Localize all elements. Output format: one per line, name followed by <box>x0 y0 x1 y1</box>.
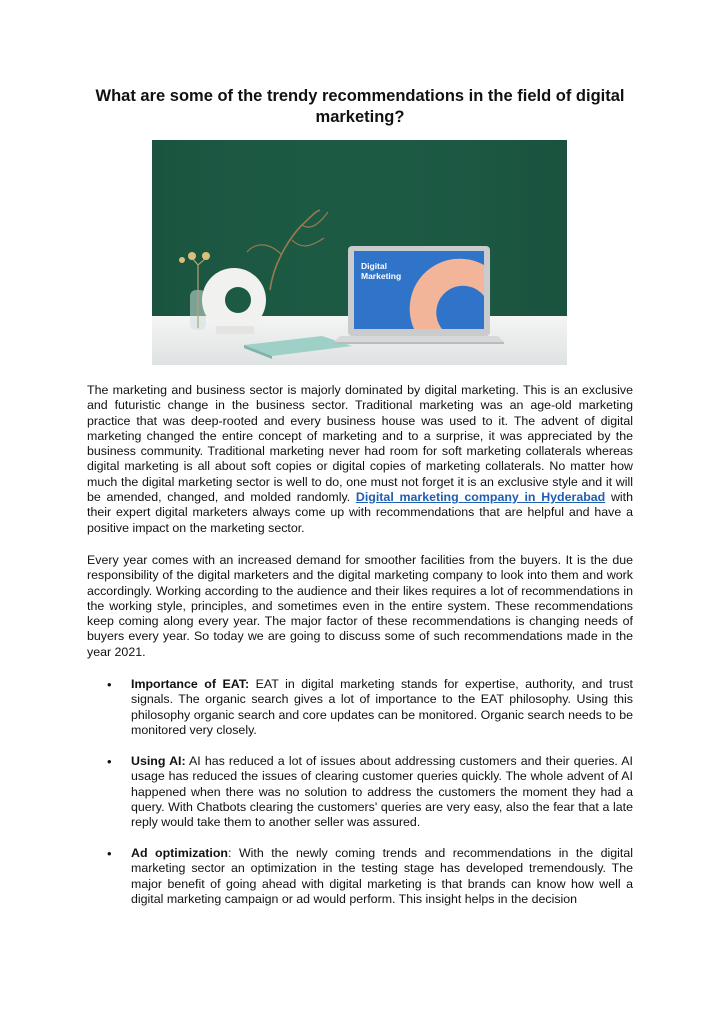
list-item-heading: Ad optimization <box>131 846 228 860</box>
list-item-body: AI has reduced a lot of issues about addressing customers and their queries. AI usage has reduced the issues of clearing customer queries quickly. The whole advent of AI happened when there was no solution to address the customers the moment they had a query. With Chatbots clearing the customers' queries are very easy, also the fear that a late reply would take them to another seller was assured. <box>131 754 633 830</box>
list-item-body: EAT in digital marketing stands for expertise, authority, and trust signals. The organic search gives a lot of importance to the EAT philosophy. Using this philosophy organic search and core updates can be monitored. Organic search needs to be monitored very closely. <box>131 677 633 737</box>
laptop-base <box>334 336 504 342</box>
list-item-heading: Importance of EAT: <box>131 677 250 691</box>
page-title: What are some of the trendy recommendations in the field of digital marketing? <box>95 87 625 126</box>
list-item-body: : With the newly coming trends and recommendations in the digital marketing sector an optimization in the testing stage has developed tremendously. The major benefit of going ahead with digital marketing is that brands can know how well a digital marketing campaign or ad would perform. This insight helps in the decision <box>131 846 633 906</box>
screen-text-1: Digital <box>361 261 387 271</box>
hero-image <box>152 140 567 365</box>
paragraph-intro-text: The marketing and business sector is majorly dominated by digital marketing. This is an exclusive and futuristic change in the business sector. Traditional marketing was an age-old marketing practice that was deep-rooted and every business house was used to it. The advent of digital marketing changed the entire concept of marketing and to a surprise, it was appreciated by the business community. Traditional marketing never had room for soft marketing collaterals whereas digital marketing is all about soft copies or digital copies of marketing collaterals. No matter how much the digital marketing sector is well to do, one must not forget it is an exclusive style and it will be amended, changed, and molded randomly. <box>87 383 633 505</box>
list-item-heading: Using AI: <box>131 754 186 768</box>
bullet-dot: • <box>107 754 112 769</box>
list-item-text <box>131 754 633 830</box>
bullet-dot: • <box>107 677 112 692</box>
screen-text-2: Marketing <box>361 271 402 281</box>
list-item-text <box>131 846 633 907</box>
digital-marketing-link[interactable]: Digital marketing company in Hyderabad <box>355 490 606 505</box>
bullet-dot: • <box>107 846 112 861</box>
paragraph-demand: Every year comes with an increased demand for smoother facilities from the buyers. It is the due responsibility of the digital marketers and the digital marketing company to look into them and work accordingly. Working according to the audience and their likes requires a lot of recommendations in the working style, principles, and sometimes even in the entire system. These recommendations keep coming along every year. The major factor of these recommendations is changing needs of buyers every year. So today we are going to discuss some of such recommendations made in the year 2021. <box>87 553 633 659</box>
list-item-text <box>131 677 633 738</box>
paragraph-intro-tail: with their expert digital marketers always come up with recommendations that are helpful and have a positive impact on the marketing sector. <box>87 490 634 535</box>
paragraph-intro <box>87 383 633 536</box>
